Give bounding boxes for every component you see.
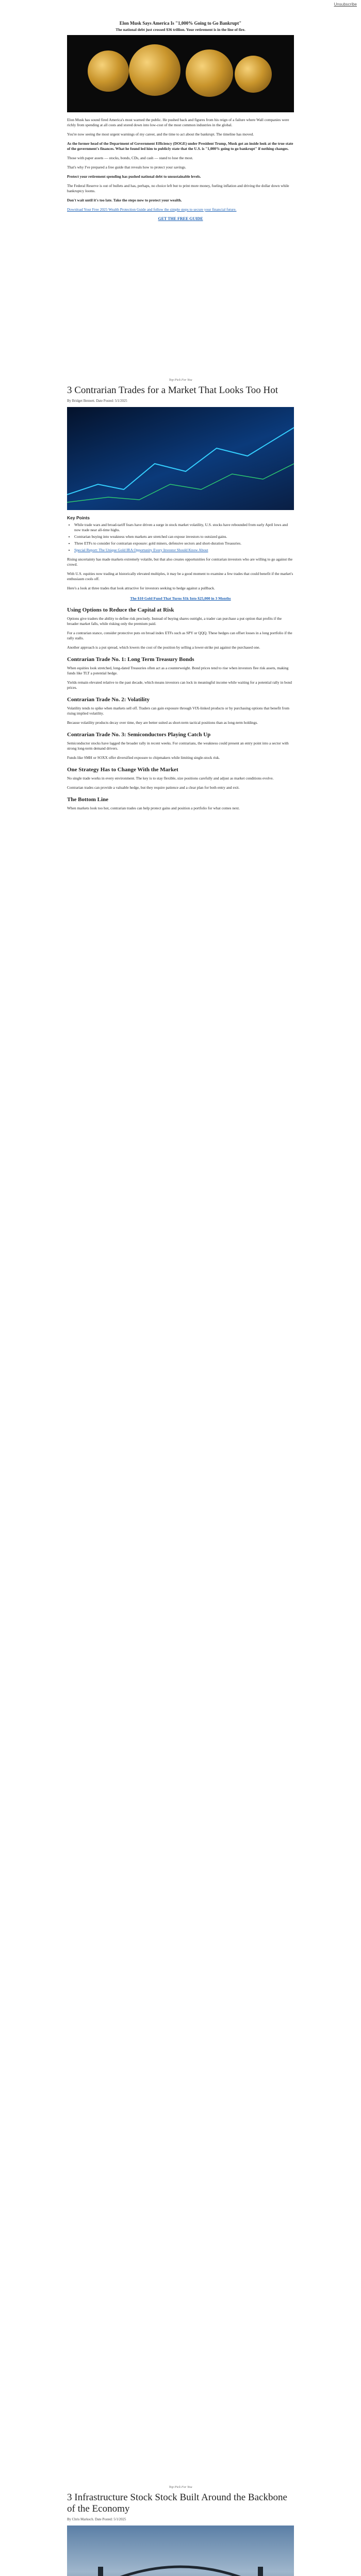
article-byline: By Bridget Bennett. Date Posted: 5/1/2025	[67, 399, 127, 403]
promo-paragraph: Don't wait until it's too late. Take the steps now to protect your wealth.	[67, 198, 182, 202]
promo-section	[67, 21, 294, 230]
get-guide-button[interactable]: GET THE FREE GUIDE	[158, 216, 203, 221]
gold-fund-ad-link[interactable]: The $10 Gold Fund That Turns $1k Into $25,000 in 3 Months	[130, 596, 231, 601]
promo-paragraph: Protect your retirement spending has pushed national debt to unsustainable levels.	[67, 174, 201, 179]
article-paragraph: Contrarian trades can provide a valuable hedge, but they require patience and a clear plan for both entry and exit.	[67, 785, 240, 790]
section-heading: Contrarian Trade No. 3: Semiconductors Playing Catch Up	[67, 732, 211, 738]
guide-link[interactable]: Download Your Free 2025 Wealth Protection Guide and follow the simple steps to secure your financial future.	[67, 207, 237, 212]
article-1	[67, 376, 294, 815]
special-report-link[interactable]: Special Report: The Unique Gold IRA Opportunity Every Investor Should Know About	[74, 548, 208, 552]
unsubscribe-link[interactable]: Unsubscribe	[334, 2, 357, 7]
key-point: • Contrarian buying into weakness when markets are stretched can expose investors to outsized gains.	[74, 534, 294, 539]
promo-subheadline: The national debt just crossed $36 trillion. Your retirement is in the line of fire.	[116, 27, 245, 32]
promo-paragraph	[67, 207, 294, 212]
article-paragraph: Because volatility products decay over time, they are better suited as short-term tactical positions than as long-term holdings.	[67, 720, 258, 725]
promo-paragraph: You're now seeing the most urgent warnings of my career, and the time to act about the bankrupt. The timeline has moved.	[67, 132, 254, 137]
promo-paragraph: Those with paper assets — stocks, bonds, CDs, and cash — stand to lose the most.	[67, 156, 193, 160]
article-paragraph: Another approach is a put spread, which lowers the cost of the position by selling a lower-strike put against the purchased one.	[67, 645, 260, 650]
gold-fund-ad[interactable]	[67, 596, 294, 601]
key-point: • While trade wars and broad-tariff fears have driven a surge in stock market volatility, U.S. stocks have rebounded from early April lows and now trade near all-time highs.	[74, 522, 294, 533]
article-paragraph: Options give traders the ability to define risk precisely. Instead of buying shares outright, a trader can purchase a put option that profits if the broader market falls, while risking only the premium paid.	[67, 616, 282, 626]
section-heading: Contrarian Trade No. 2: Volatility	[67, 697, 150, 703]
article-2	[67, 2483, 294, 2576]
article-paragraph: Volatility tends to spike when markets sell off. Traders can gain exposure through VIX-linked products or by purchasing options that benefit from rising implied volatility.	[67, 706, 290, 716]
article-paragraph: When equities look stretched, long-dated Treasuries often act as a counterweight. Bond prices tend to rise when investors flee risk assets, making funds like TLT a potential hedge.	[67, 666, 289, 675]
key-points-heading: Key Points	[67, 515, 90, 520]
bridge-graphic	[67, 2526, 294, 2576]
article-paragraph: Funds like SMH or SOXX offer diversified exposure to chipmakers while limiting single-stock risk.	[67, 755, 220, 760]
promo-paragraph: The Federal Reserve is out of bullets and has, perhaps, no choice left but to print more money, fueling inflation and driving the dollar down while bankruptcy looms.	[67, 183, 289, 193]
article-title: 3 Infrastructure Stock Stock Built Around the Backbone of the Economy	[67, 2492, 287, 2514]
article-title: 3 Contrarian Trades for a Market That Looks Too Hot	[67, 385, 278, 396]
infrastructure-image	[67, 2526, 294, 2576]
section-heading: One Strategy Has to Change With the Market	[67, 767, 178, 773]
section-heading: Contrarian Trade No. 1: Long Term Treasury Bonds	[67, 656, 194, 663]
section-heading: Using Options to Reduce the Capital at Risk	[67, 607, 174, 613]
promo-paragraph: Elon Musk has sound fired America's most warned the public. He pushed back and figures from his reign of a failure where Wall companies were richly from spending at all costs and stored down into low-cost of the most common industries in the global.	[67, 117, 289, 127]
top-pick-label: Top Pick For You	[169, 2485, 192, 2489]
article-paragraph: Rising uncertainty has made markets extremely volatile, but that also creates opportunities for contrarian investors who are willing to go against the crowd.	[67, 557, 293, 567]
article-byline: By Chris Markoch. Date Posted: 5/1/2025	[67, 2518, 126, 2521]
key-point	[74, 548, 294, 553]
promo-paragraph: As the former head of the Department of Government Efficiency (DOGE) under President Trump, Musk got an inside look at the true state of the government's finances. What he found led him to publicly state that the U.S. is "1,000% going to go bankrupt" if nothing changes.	[67, 141, 293, 151]
article-paragraph: Yields remain elevated relative to the past decade, which means investors can lock in meaningful income while waiting for a potential rally in bond prices.	[67, 680, 292, 690]
stock-chart-image	[67, 407, 294, 510]
chart-line-graphic	[67, 407, 294, 510]
key-point: • Three ETFs to consider for contrarian exposure: gold miners, defensive sectors and short-duration Treasuries.	[74, 541, 294, 546]
article-paragraph: Here's a look at three trades that look attractive for investors seeking to hedge against a pullback.	[67, 586, 215, 590]
article-paragraph: With U.S. equities now trading at historically elevated multiples, it may be a good moment to examine a few trades that could benefit if the market's enthusiasm cools off.	[67, 571, 293, 581]
promo-headline: Elon Musk Says America Is "1,000% Going to Go Bankrupt"	[119, 21, 242, 26]
article-paragraph: No single trade works in every environment. The key is to stay flexible, size positions carefully and adjust as market conditions evolve.	[67, 776, 274, 781]
top-pick-label: Top Pick For You	[169, 378, 192, 382]
article-paragraph: Semiconductor stocks have lagged the broader rally in recent weeks. For contrarians, the weakness could present an entry point into a sector with strong long-term demand drivers.	[67, 741, 289, 751]
gold-coins-image	[67, 35, 294, 112]
key-points-list	[74, 522, 294, 553]
promo-paragraph: That's why I've prepared a free guide that reveals how to protect your savings.	[67, 165, 186, 170]
section-heading: The Bottom Line	[67, 796, 109, 803]
article-paragraph: When markets look too hot, contrarian trades can help protect gains and position a portfolio for what comes next.	[67, 806, 240, 810]
article-paragraph: For a contrarian stance, consider protective puts on broad index ETFs such as SPY or QQQ. These hedges can offset losses in a long portfolio if the rally stalls.	[67, 631, 292, 640]
